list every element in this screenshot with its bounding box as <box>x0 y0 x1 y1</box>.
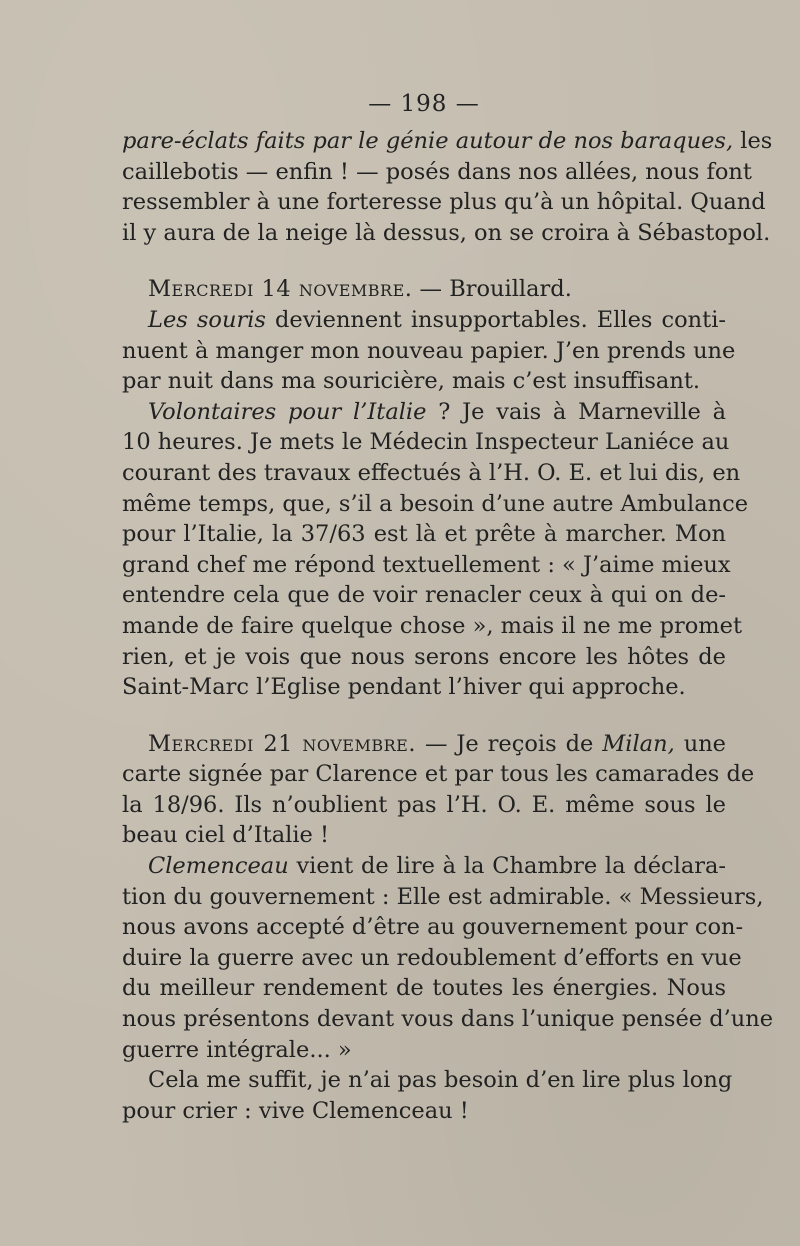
text-fragment: les <box>733 128 773 154</box>
text-fragment: vient de lire à la Chambre la déclara- <box>288 853 726 880</box>
text-line: mande de faire quelque chose », mais il ne me promet <box>122 612 742 639</box>
text-line: tion du gouvernement : Elle est admirable. « Messieurs, <box>122 883 764 910</box>
text-line <box>122 126 773 157</box>
text-line: carte signée par Clarence et par tous les camarades de <box>122 761 755 788</box>
text-line <box>122 305 726 336</box>
text-line: nous présentons devant vous dans l’unique pensée d’une <box>122 1006 774 1033</box>
text-line: grand chef me répond textuellement : « J’aime mieux <box>122 551 731 578</box>
text-line: courant des travaux effectués à l’H. O. E. et lui dis, en <box>122 459 741 486</box>
entry-date: Mercredi 21 novembre. <box>148 730 416 757</box>
text-fragment: deviennent insupportables. Elles conti- <box>265 306 726 333</box>
text-fragment: ? Je vais à Marneville à <box>426 398 726 425</box>
italic-phrase: Clemenceau <box>148 853 289 880</box>
text-line: il y aura de la neige là dessus, on se croira à Sébastopol. <box>122 219 771 246</box>
text-line: 10 heures. Je mets le Médecin Inspecteur Laniéce au <box>122 429 730 456</box>
text-line: nuent à manger mon nouveau papier. J’en prends une <box>122 337 736 364</box>
text-line: pour crier : vive Clemenceau ! <box>122 1097 469 1124</box>
text-line: rien, et je vois que nous serons encore les hôtes de <box>122 643 726 670</box>
italic-phrase: Milan, <box>602 730 675 757</box>
text-line: du meilleur rendement de toutes les énergies. Nous <box>122 975 726 1002</box>
text-line <box>122 397 726 428</box>
text-line: caillebotis — enfin ! — posés dans nos allées, nous font <box>122 158 752 185</box>
italic-phrase: Volontaires pour l’Italie <box>148 398 427 425</box>
entry-date: Mercredi 14 novembre. <box>148 276 413 303</box>
text-line: pour l’Italie, la 37/63 est là et prête à marcher. Mon <box>122 521 726 548</box>
italic-phrase: pare-éclats faits par le génie autour de nos baraques, <box>122 128 734 154</box>
text-line: Saint-Marc l’Eglise pendant l’hiver qui approche. <box>122 674 686 701</box>
text-line: nous avons accepté d’être au gouvernement pour con- <box>122 914 744 941</box>
text-line: ressembler à une forteresse plus qu’à un hôpital. Quand <box>122 189 766 216</box>
text-fragment: — Je reçois de <box>416 730 603 757</box>
text-line: entendre cela que de voir renacler ceux à qui on de- <box>122 582 726 609</box>
entry-heading <box>122 729 726 760</box>
entry-subtitle: — Brouillard. <box>412 276 572 303</box>
text-line: beau ciel d’Italie ! <box>122 822 330 849</box>
text-line: duire la guerre avec un redoublement d’efforts en vue <box>122 944 742 971</box>
text-line: Cela me suffit, je n’ai pas besoin d’en lire plus long <box>148 1067 733 1094</box>
text-line: la 18/96. Ils n’oublient pas l’H. O. E. même sous le <box>122 791 726 818</box>
text-line <box>122 851 726 882</box>
text-line: par nuit dans ma souricière, mais c’est insuffisant. <box>122 368 701 395</box>
page-text <box>122 82 774 1126</box>
paragraph-gap <box>122 248 726 274</box>
entry-heading <box>122 274 726 305</box>
paragraph-gap <box>122 703 726 729</box>
page-number: — 198 — <box>368 91 480 117</box>
italic-phrase: Les souris <box>148 306 266 333</box>
text-line: même temps, que, s’il a besoin d’une autre Ambulance <box>122 490 749 517</box>
text-line: guerre intégrale... » <box>122 1036 352 1063</box>
text-fragment: une <box>674 730 726 757</box>
